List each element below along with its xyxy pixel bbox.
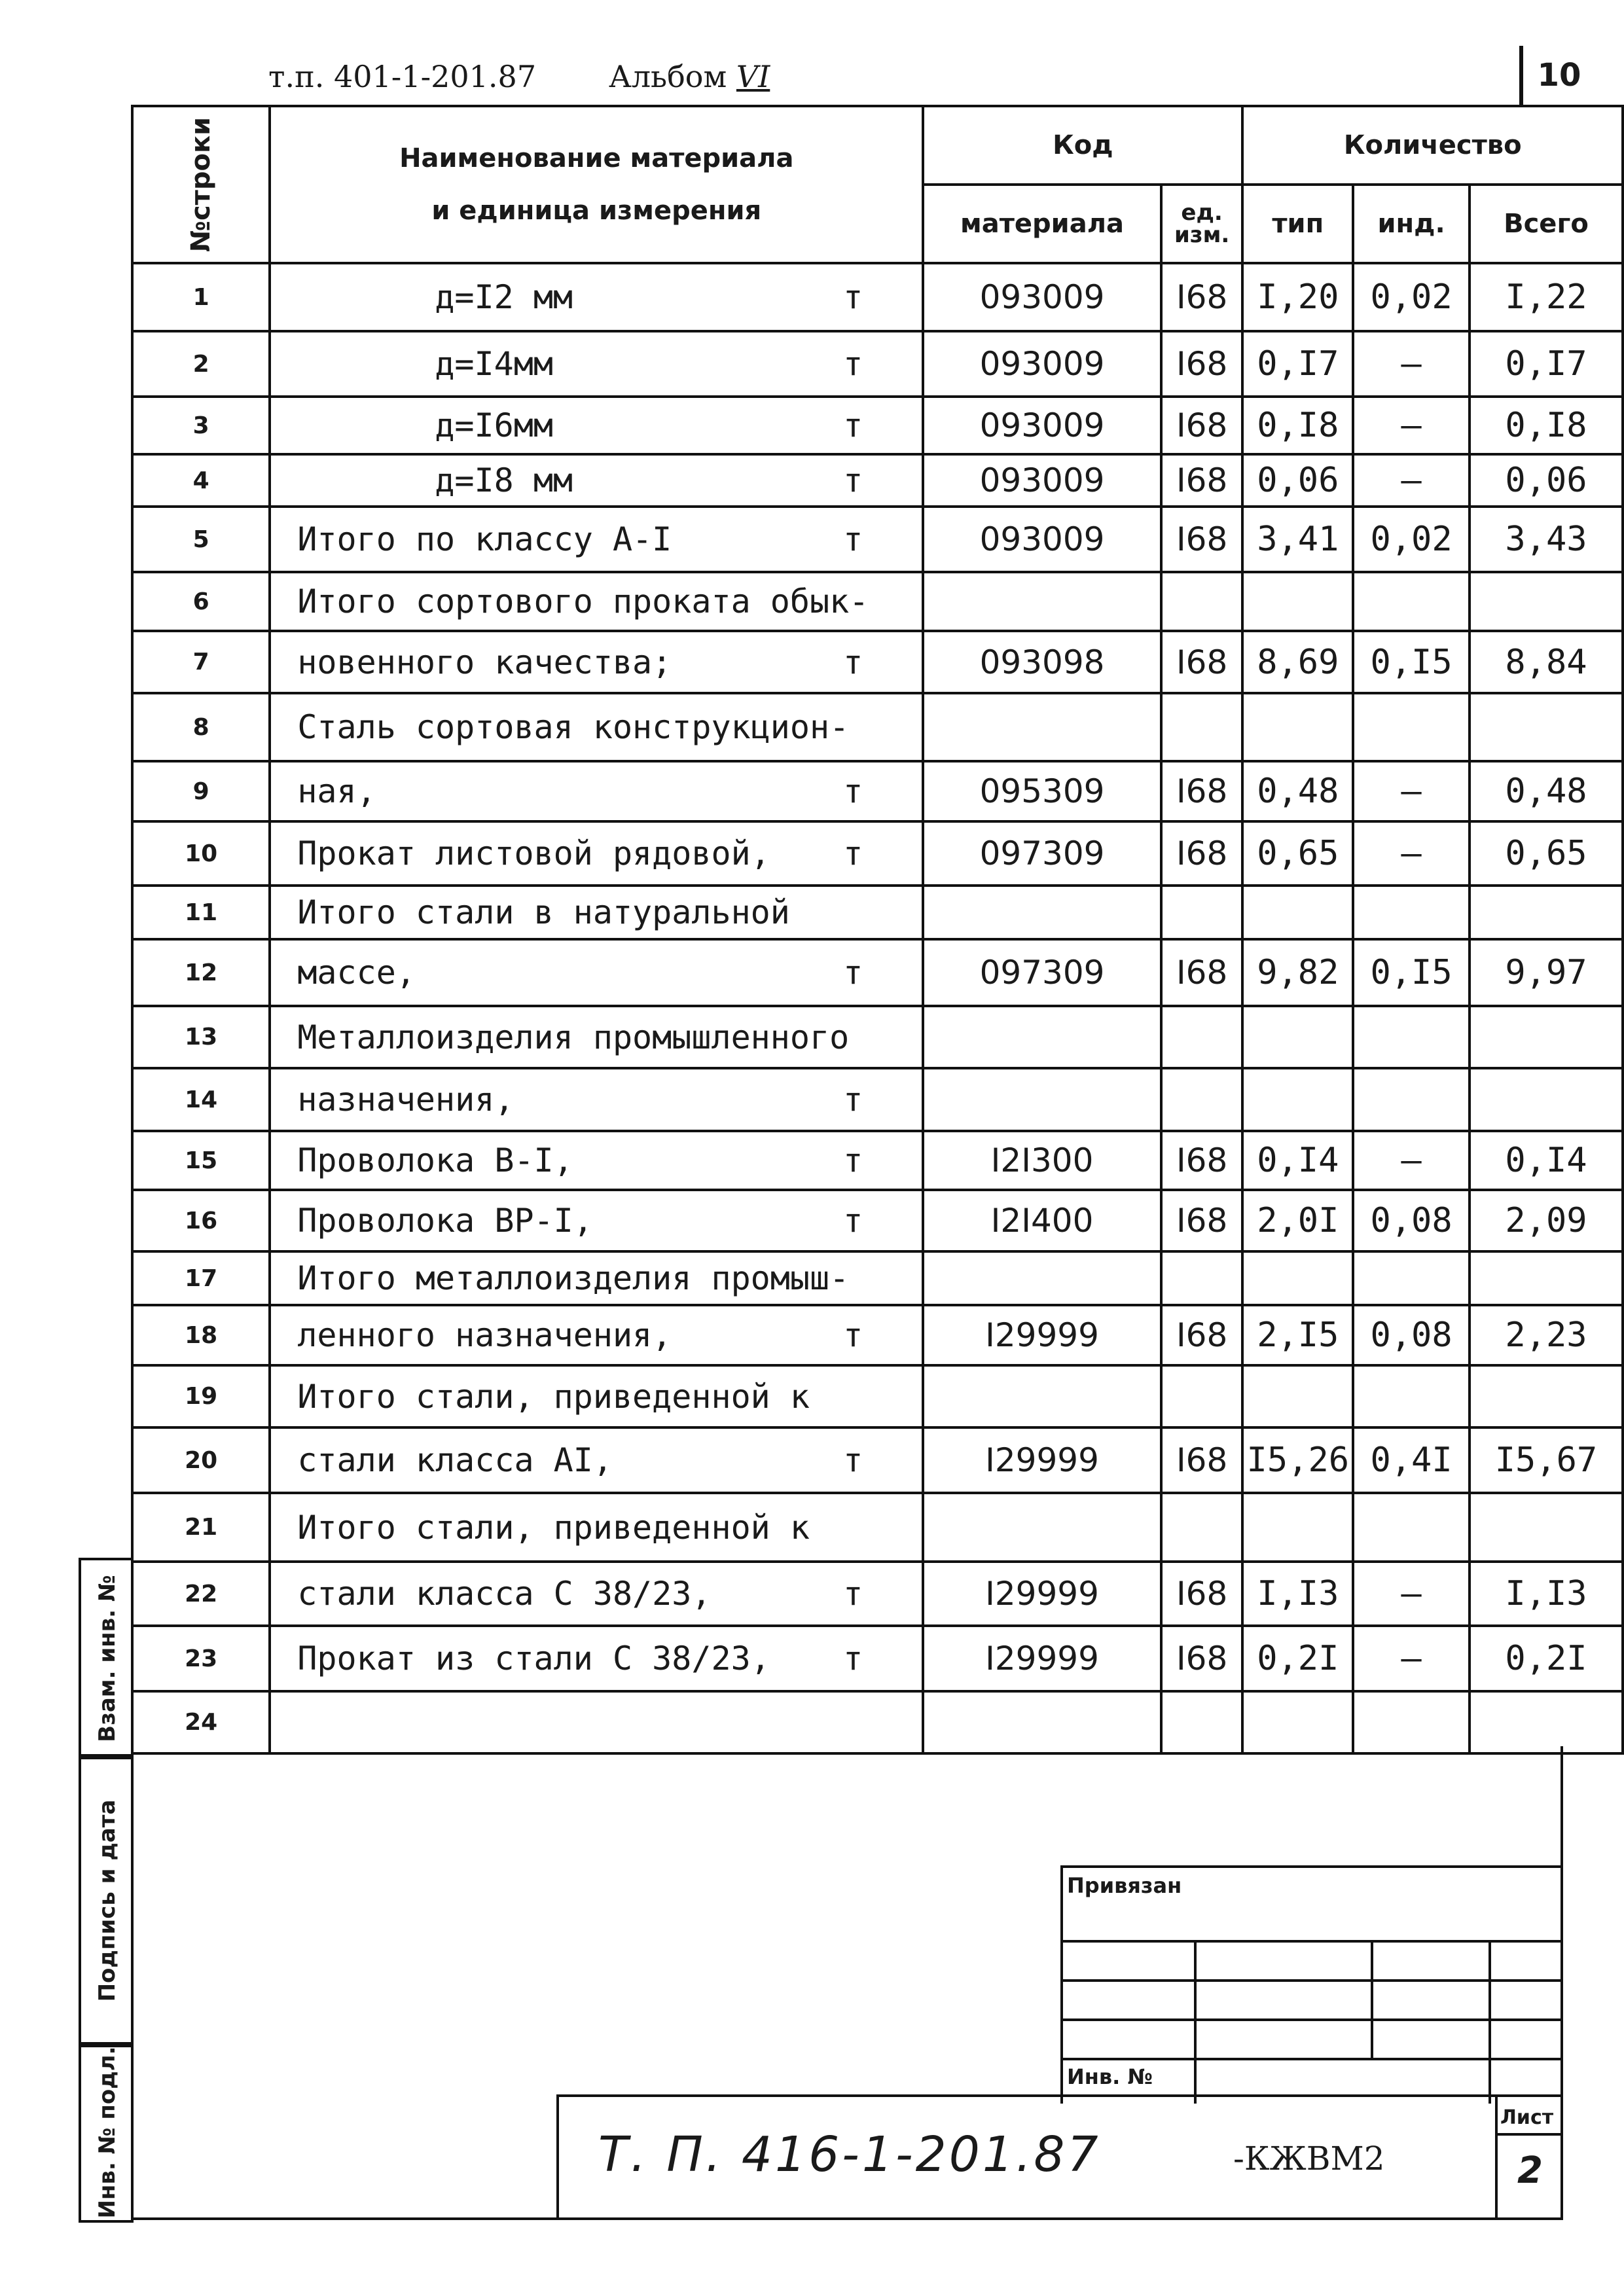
header-album [609,59,770,94]
qty-total: 0,I4 [1470,1131,1623,1190]
row-number: 3 [132,397,270,454]
row-number: 18 [132,1305,270,1365]
material-code: 097309 [923,939,1161,1006]
row-number: 6 [132,572,270,631]
material-name-text: Итого металлоизделия промыш- [297,1259,850,1297]
qty-total: 2,23 [1470,1305,1623,1365]
material-name-text: Итого сортового проката обык- [297,583,869,620]
qty-total: 0,06 [1470,454,1623,507]
stamp-list-cell [1495,2097,1563,2220]
qty-type [1242,1068,1353,1131]
col-header-material: материала [923,185,1161,263]
qty-ind: – [1353,821,1470,886]
qty-type [1242,572,1353,631]
row-number: 1 [132,263,270,331]
col-header-qty: Количество [1242,106,1623,185]
material-name-text: Итого стали в натуральной [297,893,790,931]
qty-total: I,22 [1470,263,1623,331]
unit-code: I68 [1161,454,1243,507]
row-number: 22 [132,1562,270,1626]
material-name [270,1493,923,1562]
row-number: 9 [132,761,270,821]
qty-total [1470,572,1623,631]
qty-type: 9,82 [1242,939,1353,1006]
material-unit: т [843,345,863,383]
qty-type: 2,I5 [1242,1305,1353,1365]
row-number: 24 [132,1691,270,1753]
row-number: 2 [132,331,270,397]
qty-type [1242,1006,1353,1068]
unit-code: I68 [1161,1305,1243,1365]
material-name [270,1427,923,1493]
table-row [132,263,1623,331]
col-header-type: тип [1242,185,1353,263]
row-number: 23 [132,1626,270,1691]
material-code: 093009 [923,397,1161,454]
row-number: 4 [132,454,270,507]
row-number: 16 [132,1190,270,1251]
qty-ind [1353,572,1470,631]
material-unit: т [843,520,863,558]
qty-total: 0,I8 [1470,397,1623,454]
qty-ind: 0,I5 [1353,631,1470,693]
col-header-name-line2: и единица измерения [431,196,762,226]
header-doc-ref: т.п. 401-1-201.87 [268,59,537,94]
qty-ind: – [1353,331,1470,397]
col-header-name-line1: Наименование материала [399,143,794,173]
material-code [923,572,1161,631]
material-name [270,1305,923,1365]
material-name [270,507,923,572]
row-number: 19 [132,1365,270,1427]
material-code [923,1493,1161,1562]
table-row [132,939,1623,1006]
qty-ind: – [1353,761,1470,821]
unit-code [1161,1068,1243,1131]
material-name [270,331,923,397]
material-unit: т [843,1202,863,1240]
unit-code [1161,1493,1243,1562]
material-code: 095309 [923,761,1161,821]
qty-ind: – [1353,1131,1470,1190]
qty-ind [1353,1493,1470,1562]
stamp-line [1498,2133,1563,2136]
table-row [132,1305,1623,1365]
material-code: I29999 [923,1305,1161,1365]
row-number: 5 [132,507,270,572]
qty-type: 8,69 [1242,631,1353,693]
material-name-text: Прокат листовой рядовой, [297,834,770,872]
qty-type: 3,41 [1242,507,1353,572]
table-row [132,1427,1623,1493]
qty-total: I,I3 [1470,1562,1623,1626]
material-name-text: Проволока ВР-I, [297,1202,593,1240]
qty-ind [1353,1365,1470,1427]
table-row [132,454,1623,507]
row-number: 20 [132,1427,270,1493]
row-number: 8 [132,693,270,761]
material-unit: т [843,954,863,992]
qty-total [1470,693,1623,761]
qty-total: 0,48 [1470,761,1623,821]
qty-total [1470,1365,1623,1427]
col-header-total: Всего [1470,185,1623,263]
material-unit: т [843,1575,863,1613]
qty-type [1242,1365,1353,1427]
table-row [132,1365,1623,1427]
qty-type [1242,1691,1353,1753]
qty-ind: 0,02 [1353,507,1470,572]
col-header-rowno: №строки [132,106,270,263]
stamp-doc-code: -КЖВМ2 [1233,2140,1385,2178]
unit-code: I68 [1161,939,1243,1006]
material-code: 093009 [923,263,1161,331]
col-header-name [270,106,923,263]
material-name-text: Итого стали, приведенной к [297,1508,810,1547]
qty-ind [1353,1251,1470,1305]
qty-total [1470,886,1623,939]
qty-type: I,20 [1242,263,1353,331]
unit-code: I68 [1161,331,1243,397]
qty-ind: – [1353,1626,1470,1691]
material-name-text: ная, [297,772,376,810]
material-name [270,761,923,821]
material-name-text: д=I6мм [435,406,553,444]
material-name-text: массе, [297,954,416,992]
qty-total: 2,09 [1470,1190,1623,1251]
album-number: VI [736,59,770,94]
qty-total: 0,65 [1470,821,1623,886]
qty-total [1470,1493,1623,1562]
material-code [923,1365,1161,1427]
material-name [270,1562,923,1626]
material-unit: т [843,1141,863,1179]
qty-ind: 0,4I [1353,1427,1470,1493]
qty-total: 8,84 [1470,631,1623,693]
material-unit: т [843,406,863,444]
material-unit: т [843,772,863,810]
qty-type: I,I3 [1242,1562,1353,1626]
row-number: 15 [132,1131,270,1190]
material-code [923,886,1161,939]
material-name [270,821,923,886]
qty-ind: 0,08 [1353,1305,1470,1365]
table-row [132,1006,1623,1068]
table-row [132,1493,1623,1562]
material-code: 093009 [923,454,1161,507]
table-row [132,1068,1623,1131]
material-code: 097309 [923,821,1161,886]
qty-type: 0,I4 [1242,1131,1353,1190]
material-name [270,263,923,331]
material-code: I29999 [923,1562,1161,1626]
material-name-text: Проволока В-I, [297,1141,573,1179]
unit-code: I68 [1161,507,1243,572]
material-code: 093009 [923,507,1161,572]
qty-type [1242,886,1353,939]
material-code: I29999 [923,1626,1161,1691]
row-number: 14 [132,1068,270,1131]
qty-total: 0,I7 [1470,331,1623,397]
unit-code [1161,1006,1243,1068]
material-name-text: стали класса С 38/23, [297,1575,712,1613]
stamp-inv-no-label: Инв. № [1067,2064,1153,2089]
unit-code [1161,693,1243,761]
material-name [270,939,923,1006]
stamp-line [1063,1979,1561,1982]
table-row [132,886,1623,939]
material-unit: т [843,278,863,316]
table-row [132,397,1623,454]
unit-code [1161,1251,1243,1305]
row-number: 17 [132,1251,270,1305]
qty-type: 0,I8 [1242,397,1353,454]
material-unit: т [843,1441,863,1479]
side-inv-podl [79,2042,134,2223]
qty-ind: 0,I5 [1353,939,1470,1006]
material-unit: т [843,834,863,872]
stamp-vline [1194,1940,1197,2104]
material-name-text: д=I4мм [435,345,553,383]
stamp-code-block [556,2094,1561,2220]
material-code: I29999 [923,1427,1161,1493]
stamp-list-number: 2 [1517,2149,1543,2192]
unit-code: I68 [1161,1190,1243,1251]
qty-total [1470,1006,1623,1068]
material-name-text: новенного качества; [297,643,672,681]
row-number: 21 [132,1493,270,1562]
stamp-line [1063,2018,1561,2021]
material-name [270,1365,923,1427]
material-unit: т [843,643,863,681]
table-row [132,1562,1623,1626]
stamp-vline [1371,1940,1373,2058]
qty-type: 0,2I [1242,1626,1353,1691]
unit-code: I68 [1161,631,1243,693]
qty-type: 2,0I [1242,1190,1353,1251]
stamp-list-label: Лист [1500,2106,1554,2129]
material-code: 093098 [923,631,1161,693]
side-vzam-label: Взам. инв. № [94,1575,120,1742]
material-name-text: Сталь сортовая конструкцион- [297,708,850,746]
side-podpis-label: Подпись и дата [94,1799,120,2002]
material-unit: т [843,1640,863,1677]
page-number: 10 [1519,46,1595,105]
material-name-text: Прокат из стали С 38/23, [297,1640,770,1677]
col-header-code: Код [923,106,1242,185]
qty-type: 0,06 [1242,454,1353,507]
qty-ind: 0,02 [1353,263,1470,331]
qty-total [1470,1251,1623,1305]
stamp-vline [1489,1940,1491,2104]
material-name [270,1131,923,1190]
table-row [132,1131,1623,1190]
qty-ind [1353,1006,1470,1068]
unit-code: I68 [1161,1626,1243,1691]
material-unit: т [843,461,863,499]
material-name [270,1190,923,1251]
material-code [923,1251,1161,1305]
table-row [132,1190,1623,1251]
material-name [270,1691,923,1753]
material-name-text: стали класса АI, [297,1441,613,1479]
material-name [270,1006,923,1068]
unit-code: I68 [1161,821,1243,886]
material-name [270,693,923,761]
qty-type [1242,693,1353,761]
row-number: 7 [132,631,270,693]
qty-type [1242,1251,1353,1305]
material-name-text: д=I2 мм [435,278,573,316]
material-name-text: ленного назначения, [297,1316,672,1354]
material-name [270,1626,923,1691]
material-code: I2I300 [923,1131,1161,1190]
material-name-text: д=I8 мм [435,461,573,499]
qty-type: 0,I7 [1242,331,1353,397]
table-row [132,1691,1623,1753]
unit-code [1161,572,1243,631]
material-name [270,454,923,507]
album-label: Альбом [609,59,727,94]
table-row [132,821,1623,886]
qty-total: I5,67 [1470,1427,1623,1493]
material-name [270,631,923,693]
qty-ind [1353,886,1470,939]
side-inv-podl-label: Инв. № подл. [94,2046,120,2219]
row-number: 10 [132,821,270,886]
side-vzam-inv [79,1558,134,1759]
unit-code: I68 [1161,1131,1243,1190]
stamp-privyazan-label: Привязан [1067,1873,1182,1898]
material-code [923,1006,1161,1068]
qty-ind: – [1353,397,1470,454]
unit-code: I68 [1161,1562,1243,1626]
qty-total: 0,2I [1470,1626,1623,1691]
material-name-text: Итого стали, приведенной к [297,1377,810,1416]
material-name [270,886,923,939]
stamp-handwritten-code: Т. П. 416-1-201.87 [598,2126,1101,2183]
table-row [132,693,1623,761]
qty-type [1242,1493,1353,1562]
qty-total: 3,43 [1470,507,1623,572]
material-unit: т [843,1316,863,1354]
qty-ind: – [1353,1562,1470,1626]
stamp-privyazan-block [1060,1865,1561,2104]
unit-code [1161,1365,1243,1427]
material-unit: т [843,1081,863,1119]
unit-code [1161,886,1243,939]
material-name [270,572,923,631]
table-row [132,572,1623,631]
qty-total [1470,1068,1623,1131]
qty-type: 0,48 [1242,761,1353,821]
material-code [923,1068,1161,1131]
table-row [132,761,1623,821]
table-row [132,1251,1623,1305]
qty-ind: – [1353,454,1470,507]
qty-ind [1353,693,1470,761]
table-row [132,331,1623,397]
row-number: 11 [132,886,270,939]
table-row [132,631,1623,693]
material-code: I2I400 [923,1190,1161,1251]
material-name [270,397,923,454]
material-code: 093009 [923,331,1161,397]
material-name-text: назначения, [297,1081,514,1119]
stamp-line [1063,1940,1561,1943]
unit-code: I68 [1161,263,1243,331]
material-code [923,1691,1161,1753]
unit-code [1161,1691,1243,1753]
row-number: 12 [132,939,270,1006]
stamp-line [1063,2058,1561,2060]
col-header-ind: инд. [1353,185,1470,263]
qty-ind [1353,1691,1470,1753]
col-header-unit: ед. изм. [1161,185,1243,263]
qty-ind [1353,1068,1470,1131]
material-name-text: Итого по классу А-I [297,520,672,558]
qty-total: 9,97 [1470,939,1623,1006]
side-podpis [79,1754,134,2047]
qty-type: 0,65 [1242,821,1353,886]
qty-ind: 0,08 [1353,1190,1470,1251]
unit-code: I68 [1161,1427,1243,1493]
material-name [270,1251,923,1305]
material-name-text: Металлоизделия промышленного [297,1018,850,1056]
unit-code: I68 [1161,397,1243,454]
qty-total [1470,1691,1623,1753]
material-code [923,693,1161,761]
row-number: 13 [132,1006,270,1068]
unit-code: I68 [1161,761,1243,821]
table-row [132,1626,1623,1691]
materials-table [131,105,1624,1755]
qty-type: I5,26 [1242,1427,1353,1493]
material-name [270,1068,923,1131]
table-row [132,507,1623,572]
